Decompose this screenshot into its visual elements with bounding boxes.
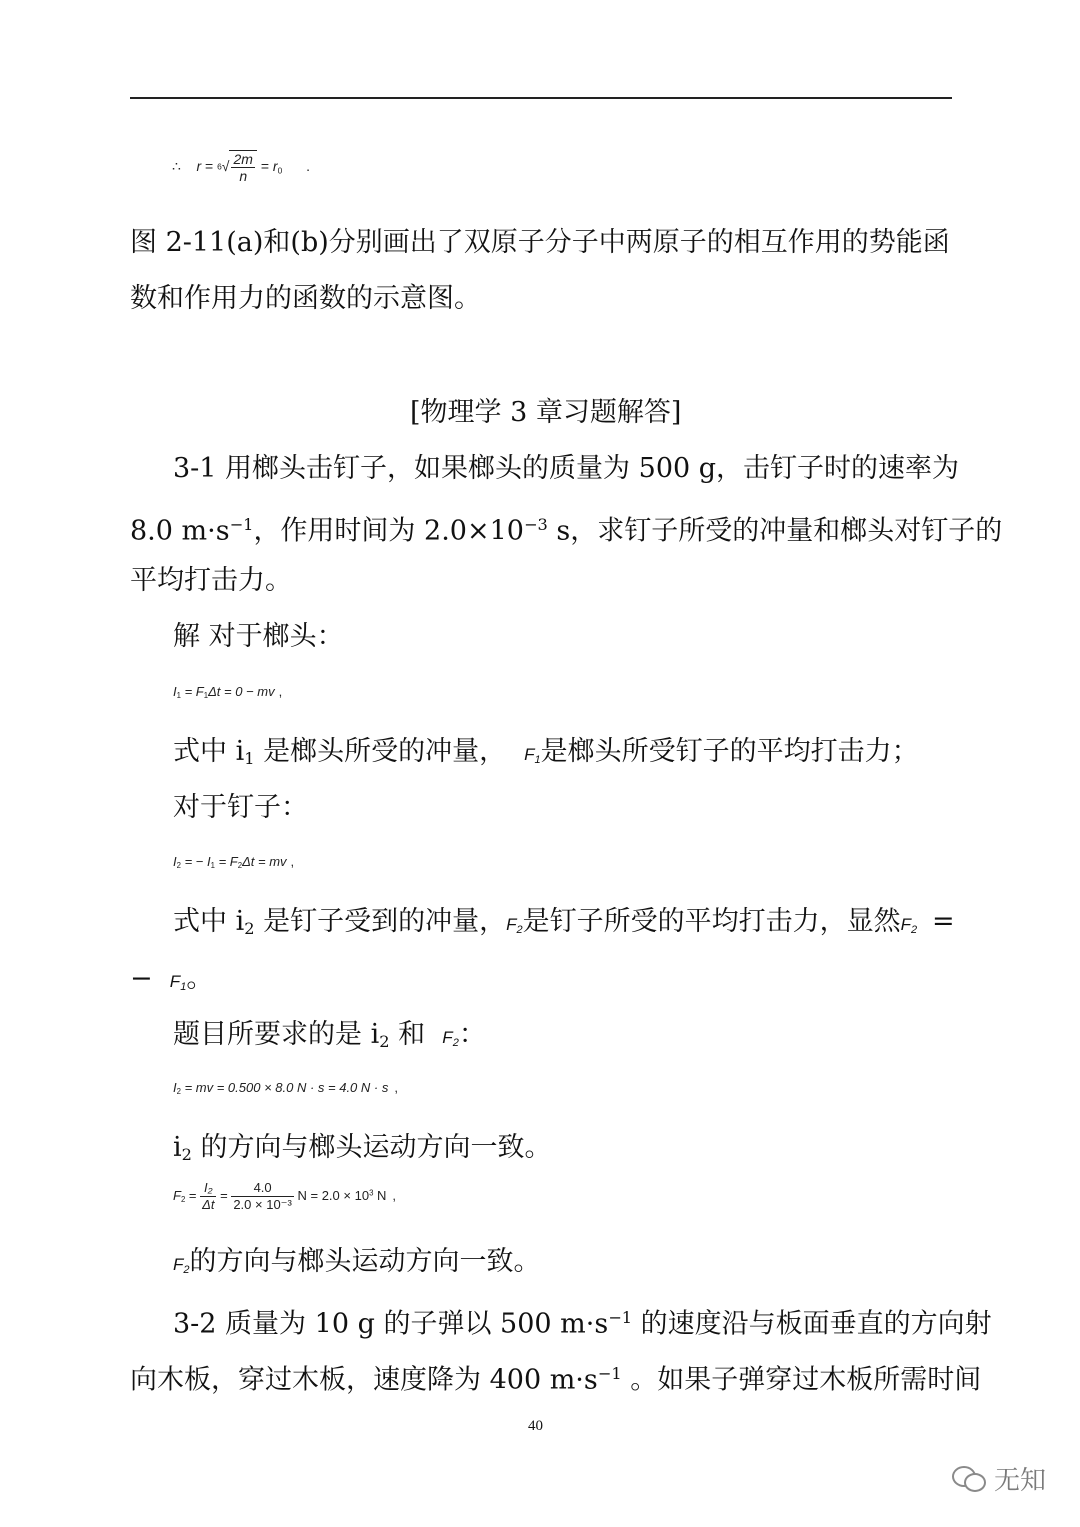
problem-3-1-line: 3-1 用榔头击钉子，如果榔头的质量为 500 g，击钉子时的速率为 xyxy=(173,453,960,484)
solution-text: = xyxy=(932,906,955,937)
paragraph-line: 图 2-11(a)和(b)分别画出了双原子分子中两原子的相互作用的势能函 xyxy=(130,227,950,258)
solution-text: $i_2$ 的方向与榔头运动方向一致。 xyxy=(173,1132,552,1165)
problem-3-2-line: 向木板，穿过木板，速度降为 400 $m\cdot s^{-1}$ 。如果子弹穿过木板所需时间 xyxy=(130,1364,982,1396)
equation-nail-impulse-value: $I_2$ = mv = 0.500 × 8.0 N · s = 4.0 N · s , xyxy=(173,1080,398,1096)
solution-text: − $F_1$。 xyxy=(130,963,214,994)
solution-text: 题目所要求的是 $i_2$ 和 $F_2$： xyxy=(173,1019,486,1052)
section-title: [物理学 3 章习题解答] xyxy=(410,397,682,428)
solution-intro: 解 对于榔头： xyxy=(173,621,344,652)
watermark xyxy=(952,1460,1046,1497)
formula-r-equals-r0: ∴ r = $^6$√ $\frac{2m}{n}$ = $r_0$ . xyxy=(172,151,311,184)
wechat-bubbles-icon xyxy=(952,1464,986,1494)
problem-3-1-line: 平均打击力。 xyxy=(130,565,292,596)
equation-nail-impulse: $I_2$ = − $I_1 = F_2\Delta t$ = mv , xyxy=(173,854,295,870)
page-number: 40 xyxy=(528,1418,543,1434)
header-rule xyxy=(130,97,952,99)
solution-text: 式中 $i_2$ 是钉子受到的冲量，$F_2$是钉子所受的平均打击力，显然$F_2$ xyxy=(173,906,918,939)
solution-text: 式中 $i_1$ 是榔头所受的冲量， $F_1$是榔头所受钉子的平均打击力； xyxy=(173,736,919,769)
problem-3-1-line: 8.0 $m\cdot s^{-1}$，作用时间为 $2.0\times 10^{-3}$ s，求钉子所受的冲量和榔头对钉子的 xyxy=(130,515,1003,547)
solution-text: 对于钉子： xyxy=(173,792,308,823)
paragraph-line: 数和作用力的函数的示意图。 xyxy=(130,283,481,314)
equation-hammer-impulse: $I_1 = F_1\Delta t = 0$ − mv , xyxy=(173,684,283,700)
problem-3-2-line: 3-2 质量为 10 g 的子弹以 500 $m\cdot s^{-1}$ 的速度沿与板面垂直的方向射 xyxy=(173,1308,992,1340)
equation-average-force: $F_2$ = $\frac{\text{I₂}}{\Delta t}$ = $\frac{4.0}{\text{2.0 × 10⁻³}}$ $N = 2.0 \times 10^3$ N , xyxy=(173,1180,397,1212)
watermark-text: 无知 xyxy=(994,1466,1047,1496)
solution-text: $F_2$的方向与榔头运动方向一致。 xyxy=(173,1246,541,1277)
